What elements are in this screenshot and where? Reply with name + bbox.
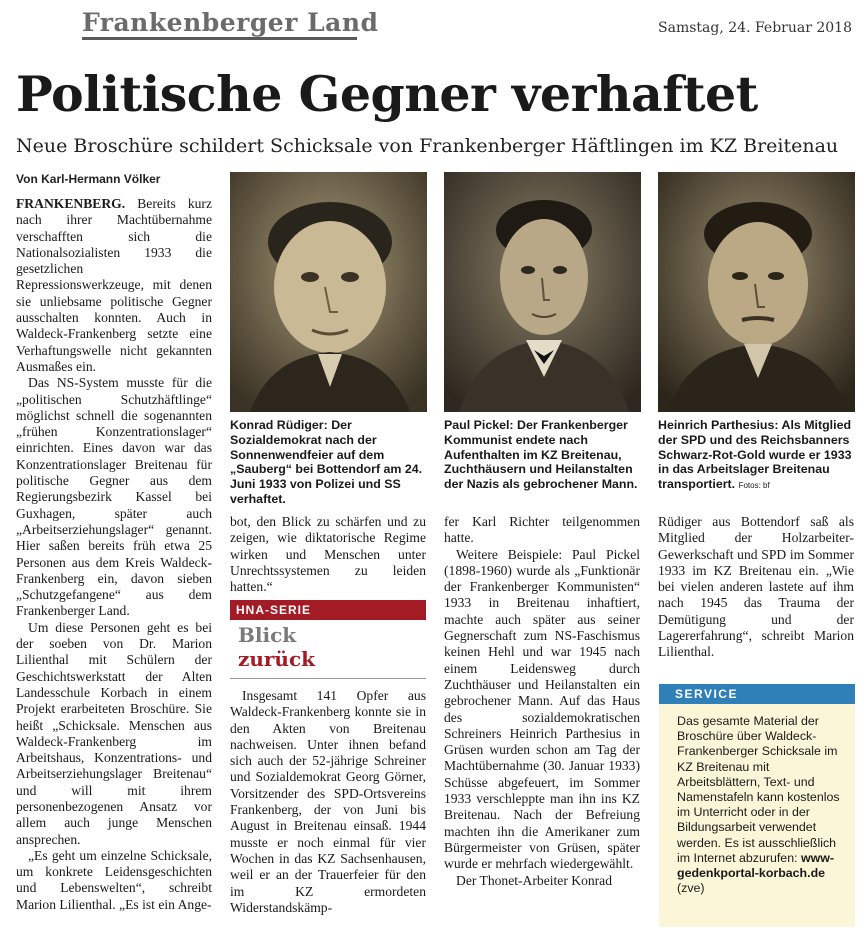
paragraph-2: Das NS-System musste für die „politischen Schutzhäftlinge“ möglichst schnell die sogenannten „frühen Konzentrationslager“ einrichten. Eines davon war das Konzentrationslager Breitenau für politische Gegner aus dem Regierungsbezirk Kassel bei Guxhagen, später auch „Arbeitserziehungslager“ genannt. Hier saßen bereits früh etwa 25 Personen aus dem Kreis Waldeck-Frankenberg ein, davon sieben „Schutzgefangene“ aus dem Frankenberger Land. (16, 375, 212, 619)
section-underline (82, 37, 357, 40)
article-column-3 (444, 514, 640, 889)
caption-1-name: Konrad Rüdiger: (230, 418, 328, 432)
photo-paul-pickel (444, 172, 641, 412)
paragraph-3: Um diese Personen geht es bei der soeben von Dr. Marion Lilienthal mit Schülern der Geschichtswerkstatt der Alten Landesschule Korbach in einem Projekt erarbeiteten Broschüre. Sie heißt „Schicksale. Menschen aus Waldeck-Frankenberg im Arbeitshaus, Konzentrations- und Arbeitserziehungslager Breitenau“ und will mit ihrem personenbezogenen Ansatz vor allem auch junge Menschen ansprechen. (16, 619, 212, 847)
subheadline: Neue Broschüre schildert Schicksale von Frankenberger Häftlingen im KZ Breitenau (16, 135, 839, 157)
article-column-1 (16, 196, 212, 913)
service-box (659, 684, 855, 927)
paragraph-1-text: Bereits kurz nach ihrer Machtübernahme verschafften sich die Nationalsozialisten 1933 die gesetzlichen Repressionswerkzeuge, mit denen sie unliebsame politische Gegner ausschalten konnten. Auch in Waldeck-Frankenberg setzte eine Verhaftungswelle nicht gekannten Ausmaßes ein. (16, 196, 212, 374)
byline: Von Karl-Hermann Völker (16, 172, 161, 186)
paragraph-1 (16, 196, 212, 375)
series-title-line-2: zurück (238, 647, 316, 671)
paragraph-8: Weitere Beispiele: Paul Pickel (1898-1960) wurde als „Funktionär der Frankenberger Kommunisten“ 1933 in Breitenau inhaftiert, machte auch später aus seiner Gegnerschaft zum NS-Faschismus keinen Hehl und war 1945 nach einem Leidensweg durch Zuchthäuser und Heilanstalten ein gebrochener Mann. Auf das Haus des sozialdemokratischen Schreiners Heinrich Parthesius in Grüsen wurden schon am Tag der Machtübernahme (30. Januar 1933) Schüsse abgefeuert, im Sommer 1933 verschleppte man ihn ins KZ Breitenau. Nach der Befreiung machten ihn die Amerikaner zum Bürgermeister von Grüsen, später wurde er mehrfach wiedergewählt. (444, 546, 640, 872)
photo-heinrich-parthesius (658, 172, 855, 412)
service-body: Das gesamte Material der Broschüre über Waldeck-Frankenberger Schicksale im KZ Breitenau mit Arbeitsblättern, Text- und Namenstafeln kann kostenlos im Unterricht oder in der Bildungsarbeit verwendet werden. Es ist ausschließlich im Internet abzurufen: (677, 714, 840, 865)
paragraph-7: fer Karl Richter teilgenommen hatte. (444, 514, 640, 546)
portrait-image (658, 172, 855, 412)
caption-3-text: Als Mitglied der SPD und des Reichsbanners Schwarz-Rot-Gold wurde er 1933 in das Arbeitslager Breitenau transportiert. (658, 418, 852, 492)
caption-2-text: Der Frankenberger Kommunist endete nach Aufenthalten im KZ Breitenau, Zuchthäusern und Heilanstalten der Nazis als gebrochener Mann. (444, 418, 638, 492)
photo-konrad-ruediger (230, 172, 427, 412)
section-title: Frankenberger Land (82, 8, 379, 37)
article-column-2-top (230, 514, 426, 595)
series-title-line-1: Blick (238, 623, 297, 647)
caption-3-name: Heinrich Parthesius: (658, 418, 779, 432)
dateline: FRANKENBERG. (16, 196, 126, 211)
caption-2-name: Paul Pickel: (444, 418, 514, 432)
issue-date: Samstag, 24. Februar 2018 (658, 20, 852, 36)
caption-1 (230, 418, 427, 507)
paragraph-5: bot, den Blick zu schärfen und zu zeigen, wie diktatorische Regime wirken und Menschen unter Unrechtssystemen zu leiden hatten.“ (230, 514, 426, 595)
service-link[interactable]: www-gedenkportal-korbach.de (677, 850, 835, 881)
paragraph-9: Der Thonet-Arbeiter Konrad (456, 872, 613, 888)
portrait-image (444, 172, 641, 412)
service-suffix: (zve) (677, 881, 705, 896)
series-label: HNA-SERIE (230, 600, 426, 620)
service-label: SERVICE (659, 684, 855, 704)
service-text (659, 704, 855, 896)
article-column-2-bottom (230, 688, 426, 916)
page-header (0, 0, 868, 44)
paragraph-10: Rüdiger aus Bottendorf saß als Mitglied der Holzarbeiter-Gewerkschaft und SPD im Sommer 1933 im KZ Breitenau ein. „Wie bei vielen anderen lastete auf ihm nach 1945 das Trauma der Demütigung und der Lagererfahrung“, schreibt Marion Lilienthal. (658, 514, 854, 660)
series-box (230, 600, 426, 671)
caption-3 (658, 418, 858, 494)
article-column-4 (658, 514, 854, 661)
paragraph-6: Insgesamt 141 Opfer aus Waldeck-Frankenberg konnte sie in den Akten von Breitenau nachweisen. Unter ihnen befand sich auch der 52-jährige Schreiner und Sozialdemokrat Georg Görner, Vorsitzender des SPD-Ortsvereins Frankenberg, der von Juni bis August in Breitenau einsaß. 1944 musste er noch einmal für vier Wochen in das KZ Sachsenhausen, weil er an der Trauerfeier für den im KZ ermordeten Widerstandskämp- (230, 688, 426, 915)
series-divider (230, 678, 426, 679)
paragraph-4: „Es geht um einzelne Schicksale, um konkrete Leidensgeschichten und Lebenswelten“, schreibt Marion Lilienthal. „Es ist ein Ange- (16, 847, 212, 912)
photo-credit: Fotos: bf (738, 481, 770, 491)
caption-1-text: Der Sozialdemokrat nach der Sonnenwendfeier auf dem „Sauberg“ bei Bottendorf am 24. Juni 1933 von Polizei und SS verhaftet. (230, 418, 423, 506)
portrait-image (230, 172, 427, 412)
caption-2 (444, 418, 641, 492)
headline: Politische Gegner verhaftet (16, 65, 758, 123)
